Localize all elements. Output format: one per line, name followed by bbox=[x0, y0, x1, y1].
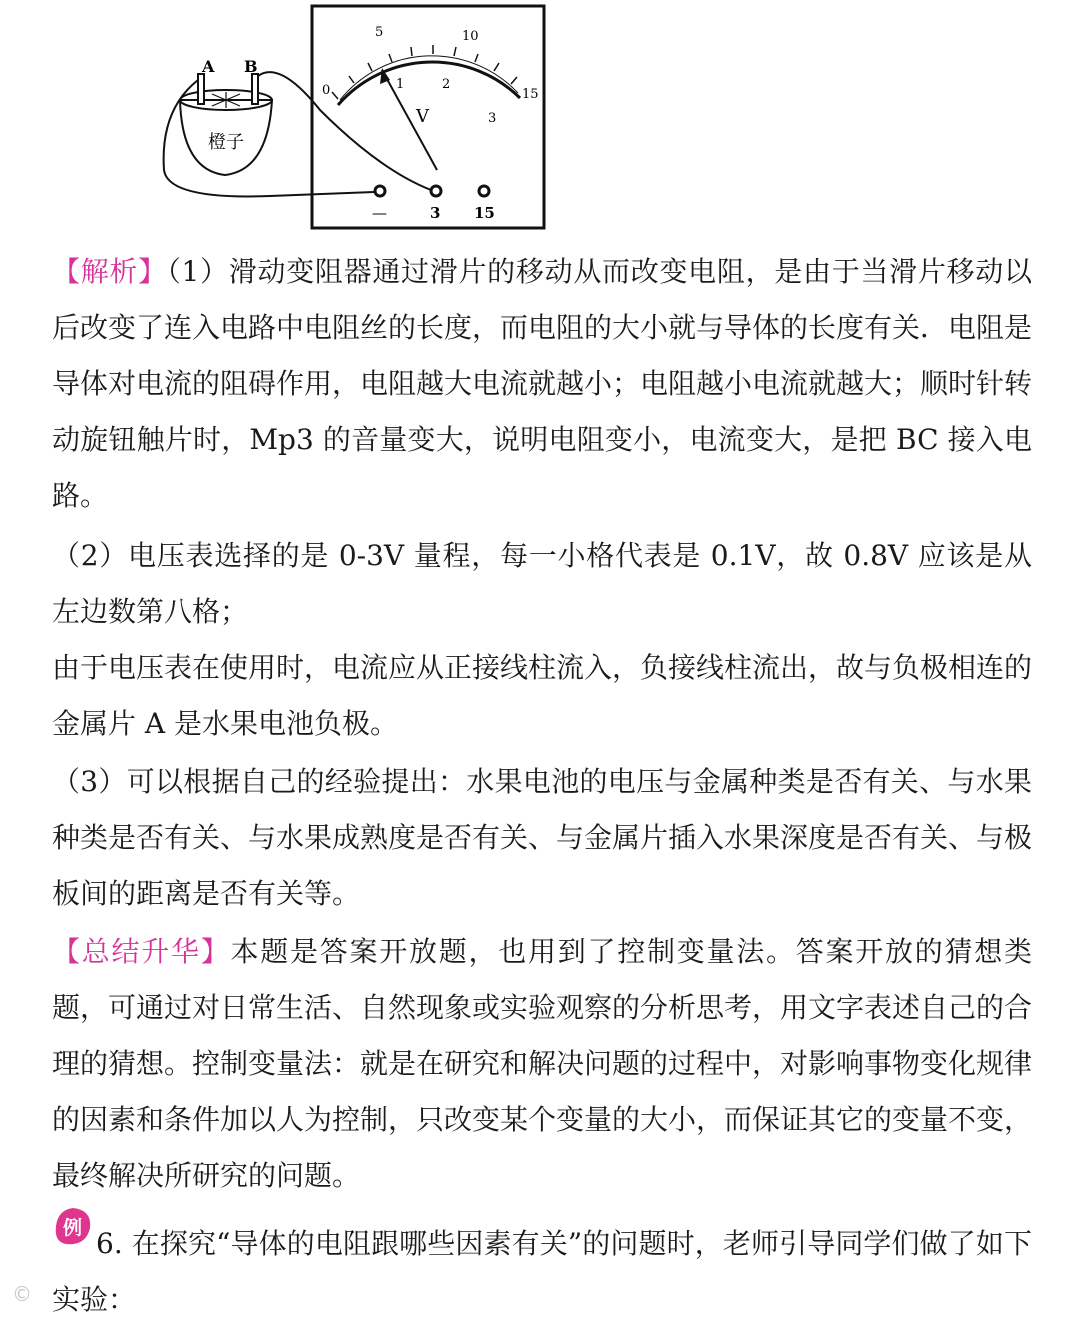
meter-ticks bbox=[332, 45, 517, 99]
electrode-label-b: B bbox=[244, 57, 258, 76]
example-question: 6. 在探究“导体的电阻跟哪些因素有关”的问题时，老师引导同学们做了如下实验： bbox=[52, 1227, 1032, 1316]
meter-symbol: V bbox=[416, 106, 429, 127]
scale-label-0: 0 bbox=[322, 83, 331, 98]
terminal-label-3: 3 bbox=[430, 204, 441, 222]
analysis-part1-text: （1）滑动变阻器通过滑片的移动从而改变电阻，是由于当滑片移动以后改变了连入电路中电阻丝的长度，而电阻的大小就与导体的长度有关．电阻是导体对电流的阻碍作用，电阻越大电流就越小；电阻越小电流就越大；顺时针转动旋钮触片时，Mp3 的音量变大，说明电阻变小，电流变大，是把 BC 接入电路。 bbox=[52, 255, 1033, 512]
terminal-label-negative: — bbox=[372, 204, 387, 222]
wire-b-to-terminal-3 bbox=[258, 72, 431, 190]
scale-label-10: 10 bbox=[462, 29, 479, 44]
analysis-part3: （3）可以根据自己的经验提出：水果电池的电压与金属种类是否有关、与水果种类是否有关、与水果成熟度是否有关、与金属片插入水果深度是否有关、与极板间的距离是否有关等。 bbox=[52, 765, 1033, 910]
scale-label-1: 1 bbox=[396, 77, 405, 92]
meter-scale-arc bbox=[338, 62, 520, 105]
summary-text: 本题是答案开放题，也用到了控制变量法。答案开放的猜想类题，可通过对日常生活、自然现象或实验观察的分析思考，用文字表述自己的合理的猜想。控制变量法：就是在研究和解决问题的过程中，对影响事物变化规律的因素和条件加以人为控制，只改变某个变量的大小，而保证其它的变量不变，最终解决所研究的问题。 bbox=[52, 935, 1033, 1192]
orange-label: 橙子 bbox=[208, 132, 244, 153]
analysis-tag: 【解析】 bbox=[52, 255, 167, 288]
terminal-15 bbox=[479, 186, 489, 196]
metal-plate-b bbox=[252, 74, 258, 104]
analysis-part2a: （2）电压表选择的是 0-3V 量程，每一小格代表是 0.1V，故 0.8V 应该是从左边数第八格； bbox=[52, 539, 1032, 628]
example-badge-label: 例 bbox=[63, 1217, 83, 1239]
electrode-label-a: A bbox=[202, 57, 215, 76]
analysis-part2b: 由于电压表在使用时，电流应从正接线柱流入，负接线柱流出，故与负极相连的金属片 A 是水果电池负极。 bbox=[52, 651, 1033, 740]
fruit-battery-voltmeter-figure bbox=[150, 0, 550, 232]
summary-tag: 【总结升华】 bbox=[52, 935, 231, 968]
orange-segments-icon bbox=[204, 92, 248, 108]
analysis-part1 bbox=[52, 244, 1032, 524]
scale-label-15: 15 bbox=[522, 87, 539, 102]
watermark: © bbox=[12, 1282, 32, 1306]
scale-label-2: 2 bbox=[442, 77, 451, 92]
scale-label-3: 3 bbox=[488, 111, 497, 126]
scale-label-5: 5 bbox=[375, 25, 384, 40]
metal-plate-a bbox=[198, 74, 204, 104]
terminal-label-15: 15 bbox=[474, 204, 495, 222]
summary bbox=[52, 924, 1032, 1204]
terminal-3 bbox=[431, 186, 441, 196]
terminal-negative bbox=[375, 186, 385, 196]
